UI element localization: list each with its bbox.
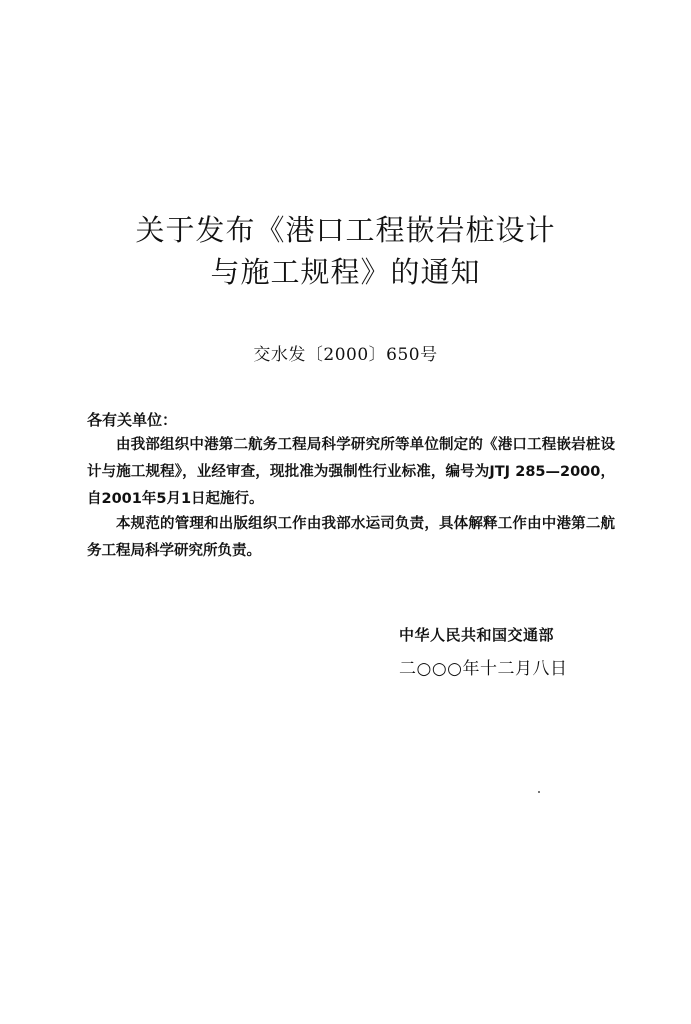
body-paragraph-1: 由我部组织中港第二航务工程局科学研究所等单位制定的《港口工程嵌岩桩设计与施工规程》，业经审查，现批准为强制性行业标准，编号为JTJ 285—2000，自2001年5月1日起施行。 xyxy=(87,437,615,507)
notice-title-line-2: 与施工规程》的通知 xyxy=(210,255,481,289)
signature-organization: 中华人民共和国交通部 xyxy=(399,626,555,644)
notice-title-line-1: 关于发布《港口工程嵌岩桩设计 xyxy=(135,213,556,247)
salutation: 各有关单位： xyxy=(87,411,178,429)
body-paragraph-2: 本规范的管理和出版组织工作由我部水运司负责，具体解释工作由中港第二航务工程局科学研究所负责。 xyxy=(87,516,615,559)
document-number: 交水发〔2000〕650号 xyxy=(253,345,438,365)
scan-speck xyxy=(538,791,540,793)
signature-date: 二○○○年十二月八日 xyxy=(399,659,568,679)
